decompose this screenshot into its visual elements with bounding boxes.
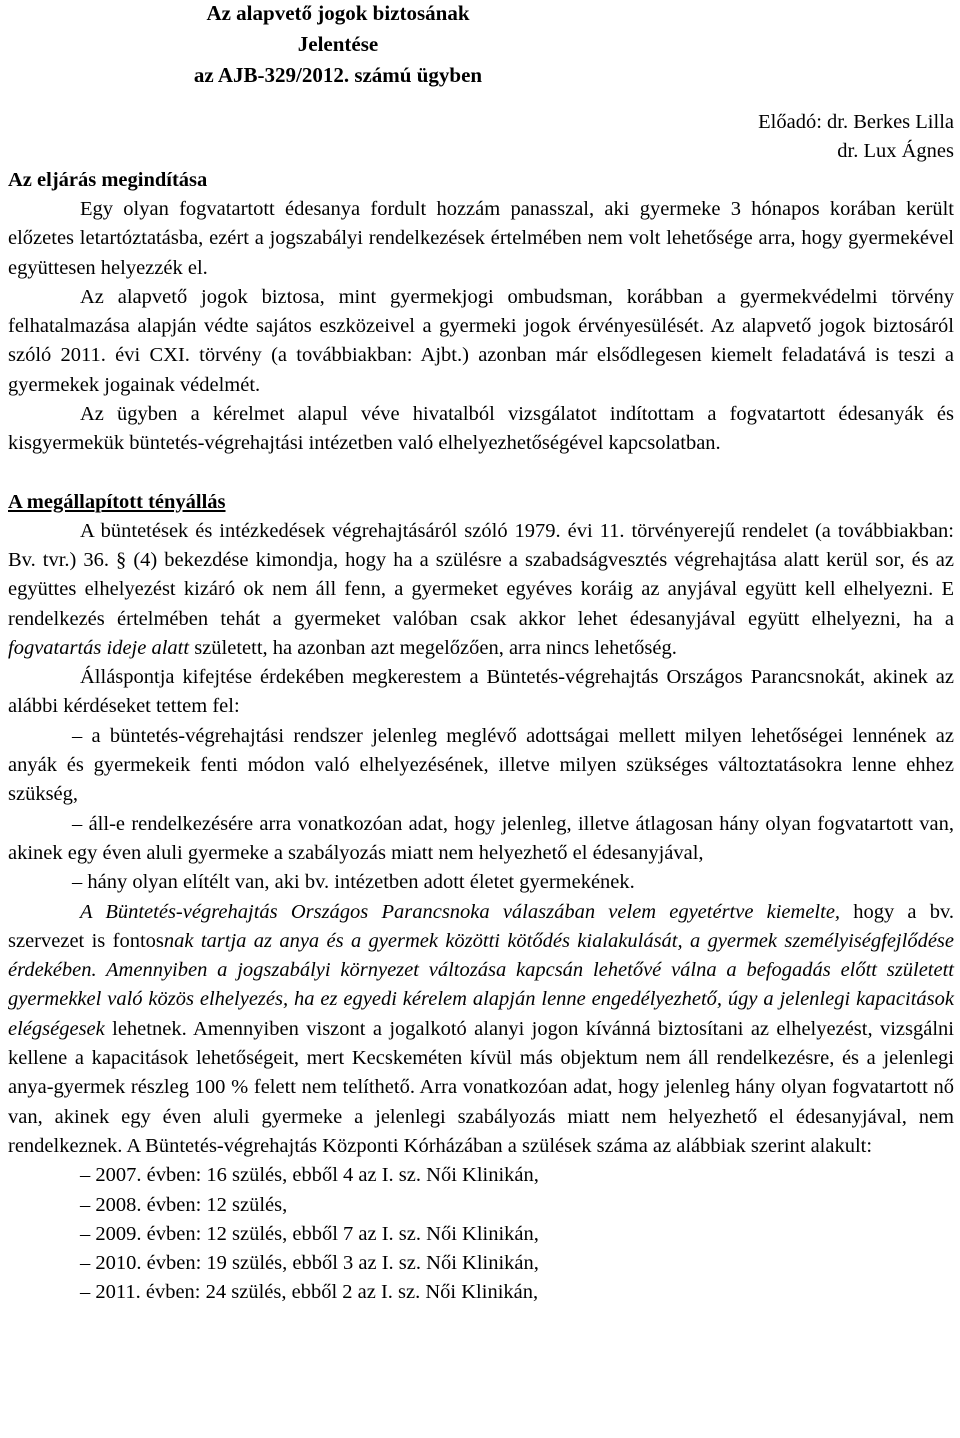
list-item: – 2007. évben: 16 szülés, ebből 4 az I. sz. Női Klinikán, — [80, 1164, 539, 1187]
list-item: – 2010. évben: 19 szülés, ebből 3 az I. sz. Női Klinikán, — [80, 1252, 539, 1275]
question-item: – hány olyan elítélt van, aki bv. intézetben adott életet gyermekének. — [72, 871, 635, 894]
title-line-3: az AJB-329/2012. számú ügyben — [193, 63, 483, 87]
paragraph: Az alapvető jogok biztosa, mint gyermekjogi ombudsman, korábban a gyermekvédelmi törvény felhatalmazása alapján védte sajátos eszközeivel a gyermeki jogok érvényesülését. Az alapvető jogok biztosáról szóló 2011. évi CXI. törvény (a továbbiakban: Ajbt.) azonban már elsődlegesen kiemelt feladatává is teszi a gyermekek jogainak védelmét. — [8, 285, 954, 396]
question-item: – áll-e rendelkezésére arra vonatkozóan adat, hogy jelenleg, illetve átlagosan hány olyan fogvatartott van, akinek egy éven aluli gyermeke a szabályozás miatt nem helyezhető el édesanyjával, — [8, 812, 954, 864]
list-item: – 2009. évben: 12 szülés, ebből 7 az I. sz. Női Klinikán, — [80, 1222, 539, 1245]
document-title — [8, 0, 668, 91]
spacer — [8, 459, 954, 488]
paragraph-text: született, ha azonban azt megelőzően, arra nincs lehetőség. — [189, 636, 677, 659]
list-item: – 2008. évben: 12 szülés, — [80, 1193, 288, 1216]
paragraph — [8, 517, 954, 663]
paragraph-text: A büntetések és intézkedések végrehajtásáról szóló 1979. évi 11. törvényerejű rendelet (a továbbiakban: Bv. tvr.) 36. § (4) bekezdése kimondja, hogy ha a szülésre a szabadságvesztés végrehajtása alatt kerül sor, és az együttes elhelyezést kizáró ok nem áll fenn, a gyermeket egyéves koráig az anyjával együtt kell elhelyezni. E rendelkezés értelmében tehát a gyermeket valóban csak akkor lehet édesanyjával együtt elhelyezni, ha a — [8, 519, 954, 630]
title-line-1: Az alapvető jogok biztosának — [206, 1, 470, 25]
section-heading-initiation: Az eljárás megindítása — [8, 169, 208, 191]
paragraph — [8, 898, 954, 1162]
presenters-block — [8, 108, 954, 166]
italic-phrase: fogvatartás ideje alatt — [8, 636, 190, 659]
births-list — [8, 1161, 954, 1307]
paragraph: Az ügyben a kérelmet alapul véve hivatalból vizsgálatot indítottam a fogvatartott édesanyák és kisgyermekük büntetés-végrehajtási intézetben való elhelyezhetőségével kapcsolatban. — [8, 403, 954, 455]
presenter-1: Előadó: dr. Berkes Lilla — [758, 111, 954, 133]
italic-phrase: nak tartja az anya és a gyermek közötti kötődés kialakulását, a gyermek személyiségfejlődése érdekében. Amennyiben a jogszabályi környezet változása kapcsán lehetővé válna a befogadás előtt született gyermekkel való közös elhelyezés, ha ez egyedi kérelem alapján lenne engedélyezhető, úgy a jelenlegi kapacitások elégségesek — [8, 929, 954, 1040]
paragraph-text: hogy a bv. szervezet is fontos — [8, 900, 954, 952]
paragraph: Egy olyan fogvatartott édesanya fordult hozzám panasszal, aki gyermeke 3 hónapos korában került előzetes letartóztatásba, ezért a jogszabályi rendelkezések értelmében nem volt lehetősége arra, hogy gyermekével együttesen helyezzék el. — [8, 198, 954, 279]
document-page — [8, 0, 954, 1308]
italic-phrase: A Büntetés-végrehajtás Országos Parancsnoka válaszában velem egyetértve kiemelte, — [80, 900, 841, 923]
question-item: – a büntetés-végrehajtási rendszer jelenleg meglévő adottságai mellett milyen lehetőségei lennének az anyák és gyermekeik fenti módon való elhelyezésének, illetve milyen szükséges változtatásokra lenne ehhez szükség, — [8, 724, 954, 806]
paragraph-text: lehetnek. Amennyiben viszont a jogalkotó alanyi jogon kívánná biztosítani az elhelyezést, vizsgálni kellene a kapacitások lehetőségeit, mert Kecskeméten kívül más objektum nem áll rendelkezésre, és a jelenlegi anya-gyermek részleg 100 % felett nem telíthető. Arra vonatkozóan adat, hogy jelenleg hány olyan fogvatartott nő van, akinek egy éven aluli gyermeke a jelenlegi szabályozás miatt nem helyezhető el édesanyjával, nem rendelkeznek. A Büntetés-végrehajtás Központi Kórházában a szülések száma az alábbiak szerint alakult: — [8, 1017, 954, 1157]
section-heading-facts: A megállapított tényállás — [8, 490, 226, 513]
paragraph: Álláspontja kifejtése érdekében megkerestem a Büntetés-végrehajtás Országos Parancsnokát, akinek az alábbi kérdéseket tettem fel: — [8, 666, 954, 718]
presenter-2: dr. Lux Ágnes — [837, 140, 954, 162]
list-item: – 2011. évben: 24 szülés, ebből 2 az I. sz. Női Klinikán, — [80, 1281, 539, 1304]
title-line-2: Jelentése — [297, 32, 379, 56]
